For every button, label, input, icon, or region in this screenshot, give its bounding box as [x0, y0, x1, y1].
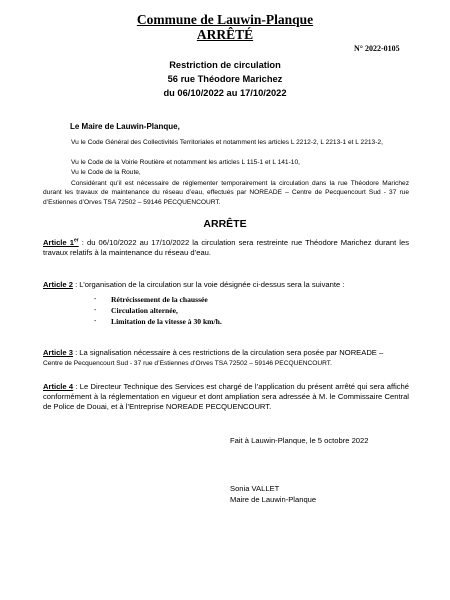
article-1 [43, 238, 409, 258]
article-2-text: : L’organisation de la circulation sur la voie désignée ci-dessus sera la suivante : [72, 280, 345, 289]
signatory-title: Maire de Lauwin-Planque [230, 495, 317, 504]
article-3-label: Article 3 [43, 348, 73, 357]
article-4-label: Article 4 [43, 382, 74, 391]
bullet-dash: - [94, 318, 97, 325]
bullet-item: Limitation de la vitesse à 30 km/h. [111, 317, 222, 326]
subject-line-3: du 06/10/2022 au 17/10/2022 [163, 88, 287, 98]
vu-voirie: Vu le Code de la Voirie Routière et notamment les articles L 115-1 et L 141-10, [71, 159, 300, 166]
bullet-dash: - [94, 296, 97, 303]
arrete-number: N° 2022-0105 [354, 44, 400, 53]
arrete-heading: ARRÊTE [203, 218, 247, 230]
article-4 [43, 382, 409, 412]
article-2-label: Article 2 [43, 280, 73, 289]
vu-cgct: Vu le Code Général des Collectivités Territoriales et notamment les articles L 2212-2, L 2213-1 et L 2213-2, [71, 139, 383, 146]
article-2 [43, 280, 409, 290]
article-3-address: Centre de Pecquencourt Sud - 37 rue d’Estiennes d’Orves TSA 72502 – 59146 PECQUENCOURT. [43, 360, 332, 367]
subject-line-2: 56 rue Théodore Marichez [167, 74, 283, 84]
mayor-line: Le Maire de Lauwin-Planque, [70, 122, 180, 131]
commune-title: Commune de Lauwin-Planque [136, 12, 314, 27]
bullet-item: Rétrécissement de la chaussée [111, 295, 208, 304]
article-3 [43, 348, 409, 358]
subject-line-1: Restriction de circulation [169, 60, 281, 70]
article-4-text: : Le Directeur Technique des Services est chargé de l’application du présent arrêté qui sera affiché conformément à la réglementation en vigueur et dont ampliation sera adressée à M. le Commissaire Central de Police de Douai, et à l’Entreprise NOREADE PECQUENCOURT. [43, 382, 409, 411]
document-type: ARRÊTÉ [196, 27, 254, 42]
place-and-date: Fait à Lauwin-Planque, le 5 octobre 2022 [230, 436, 369, 445]
article-1-text: : du 06/10/2022 au 17/10/2022 la circulation sera restreinte rue Théodore Marichez durant les travaux relatifs à la maintenance du réseau d’eau. [43, 238, 410, 257]
article-3-text: : La signalisation nécessaire à ces restrictions de la circulation sera posée par NOREADE – [72, 348, 384, 357]
bullet-dash: - [94, 307, 97, 314]
bullet-item: Circulation alternée, [111, 306, 178, 315]
article-1-label: Article 1er [43, 237, 79, 247]
vu-route: Vu le Code de la Route, [71, 169, 141, 176]
considerant-paragraph: Considérant qu’il est nécessaire de réglementer temporairement la circulation dans la rue Théodore Marichez durant les travaux de maintenance du réseau d’eau, effectués par NOREADE – Centre de Pecquencourt Sud - 37 rue d’Estiennes d’Orves TSA 72502 – 59146 PECQUENCOURT. [43, 180, 409, 206]
signatory-name: Sonia VALLET [230, 484, 280, 493]
